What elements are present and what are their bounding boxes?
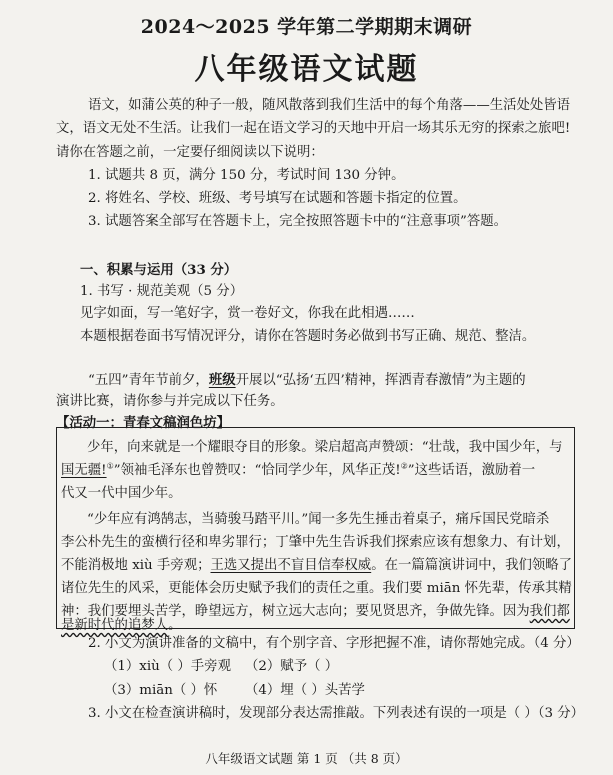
speech-draft-box [56, 427, 575, 633]
draft-wavy-phrase-a: 我们都 [529, 604, 570, 619]
q1-line-1: 见字如面，写一笔好字，赏一卷好文，你我在此相遇…… [80, 306, 415, 321]
draft-p2-line-6 [61, 614, 182, 633]
q2-item-4: （4）埋（ ）头苦学 [245, 683, 365, 698]
draft-p2-seg-d: 。 [168, 618, 182, 633]
draft-p2-line-2: 李公朴先生的蛮横行径和卑劣罪行；丁肇中先生告诉我们探索应该有想象力、有计划， [61, 535, 570, 550]
footnote-mark-1: ① [106, 461, 114, 471]
context-line-2: 演讲比赛，请你参与并完成以下任务。 [56, 394, 284, 409]
section-heading: 一、积累与运用（33 分） [80, 262, 238, 278]
draft-p1-end: ”这些话语，激励着一 [407, 463, 536, 478]
draft-p2-seg-b: 。在一篇篇演讲词中，我们领略了 [371, 558, 573, 573]
draft-p2-line-3 [61, 554, 572, 573]
page-footer: 八年级语文试题 第 1 页 （共 8 页） [205, 751, 408, 766]
draft-p1-line-3: 代又一代中国少年。 [61, 486, 182, 501]
q3-title: 3. 小文在检查演讲稿时，发现部分表达需推敲。下列表述有误的一项是（ ）（3 分） [88, 706, 585, 721]
q2-item-3: （3）miān（ ）怀 [104, 683, 218, 698]
exam-subject-title: 八年级语文试题 [194, 52, 419, 87]
q2-title: 2. 小文为演讲准备的文稿中，有个别字音、字形把握不准，请你帮她完成。（4 分） [88, 636, 580, 651]
q2-item-1: （1）xiù（ ）手旁观 [104, 659, 231, 674]
instruction-2: 2. 将姓名、学校、班级、考号填写在试题和答题卡指定的位置。 [88, 191, 467, 206]
instruction-1: 1. 试题共 8 页，满分 150 分，考试时间 130 分钟。 [88, 168, 405, 183]
q1-title: 1. 书写 · 规范美观（5 分） [80, 284, 244, 299]
draft-wavy-phrase-b: 是新时代的追梦人 [61, 618, 169, 633]
intro-line-2: 文，语文无处不生活。让我们一起在语文学习的天地中开启一场其乐无穷的探索之旅吧! [56, 121, 571, 136]
intro-line-3: 请你在答题之前，一定要仔细阅读以下说明： [56, 145, 324, 160]
draft-p1-line-2 [61, 459, 535, 478]
draft-p2-line-1: “少年应有鸿鹄志，当骑骏马踏平川。”闻一多先生捶击着桌子，痛斥国民党暗杀 [87, 512, 550, 527]
draft-p2-line-4: 诸位先生的风采，更能体会历史赋予我们的责任之重。我们要 miān 怀先辈，传承其精 [61, 581, 572, 596]
q1-line-2: 本题根据卷面书写情况评分，请你在答题时务必做到书写正确、规范、整洁。 [80, 329, 536, 344]
draft-underlined-sentence: 王选又提出不盲目信奉权威 [210, 558, 372, 573]
q2-item-2: （2）赋予（ ） [245, 659, 339, 674]
draft-p2-seg-a: 不能消极地 xiù 手旁观； [61, 558, 211, 573]
draft-p2-seg-c: 神：我们要埋头苦学，睁望远方，树立远大志向；要见贤思齐，争做先锋。因为 [61, 604, 530, 619]
draft-p1-line-1: 少年，向来就是一个耀眼夺目的形象。梁启超高声赞颂：“壮哉，我中国少年，与 [87, 440, 563, 455]
instruction-3: 3. 试题答案全部写在答题卡上，完全按照答题卡中的“注意事项”答题。 [88, 214, 508, 229]
activity-title: 【活动一：青春文稿润色坊】 [56, 415, 231, 431]
footnote-mark-2: ② [400, 461, 408, 471]
context-line-1-text: “五四”青年节前夕，班级开展以“弘扬‘五四’精神，挥洒青春激情”为主题的 [88, 372, 526, 388]
context-line-1 [88, 370, 526, 391]
draft-quote-1: 国无疆! [61, 463, 107, 478]
intro-line-1: 语文，如蒲公英的种子一般，随风散落到我们生活中的每个角落——生活处处皆语 [88, 98, 571, 113]
draft-p1-mid: ”领袖毛泽东也曾赞叹：“恰同学少年，风华正茂! [113, 463, 401, 478]
emphasized-word: 班级 [208, 372, 236, 388]
exam-term-title: 2024～2025 学年第二学期期末调研 [140, 16, 473, 38]
